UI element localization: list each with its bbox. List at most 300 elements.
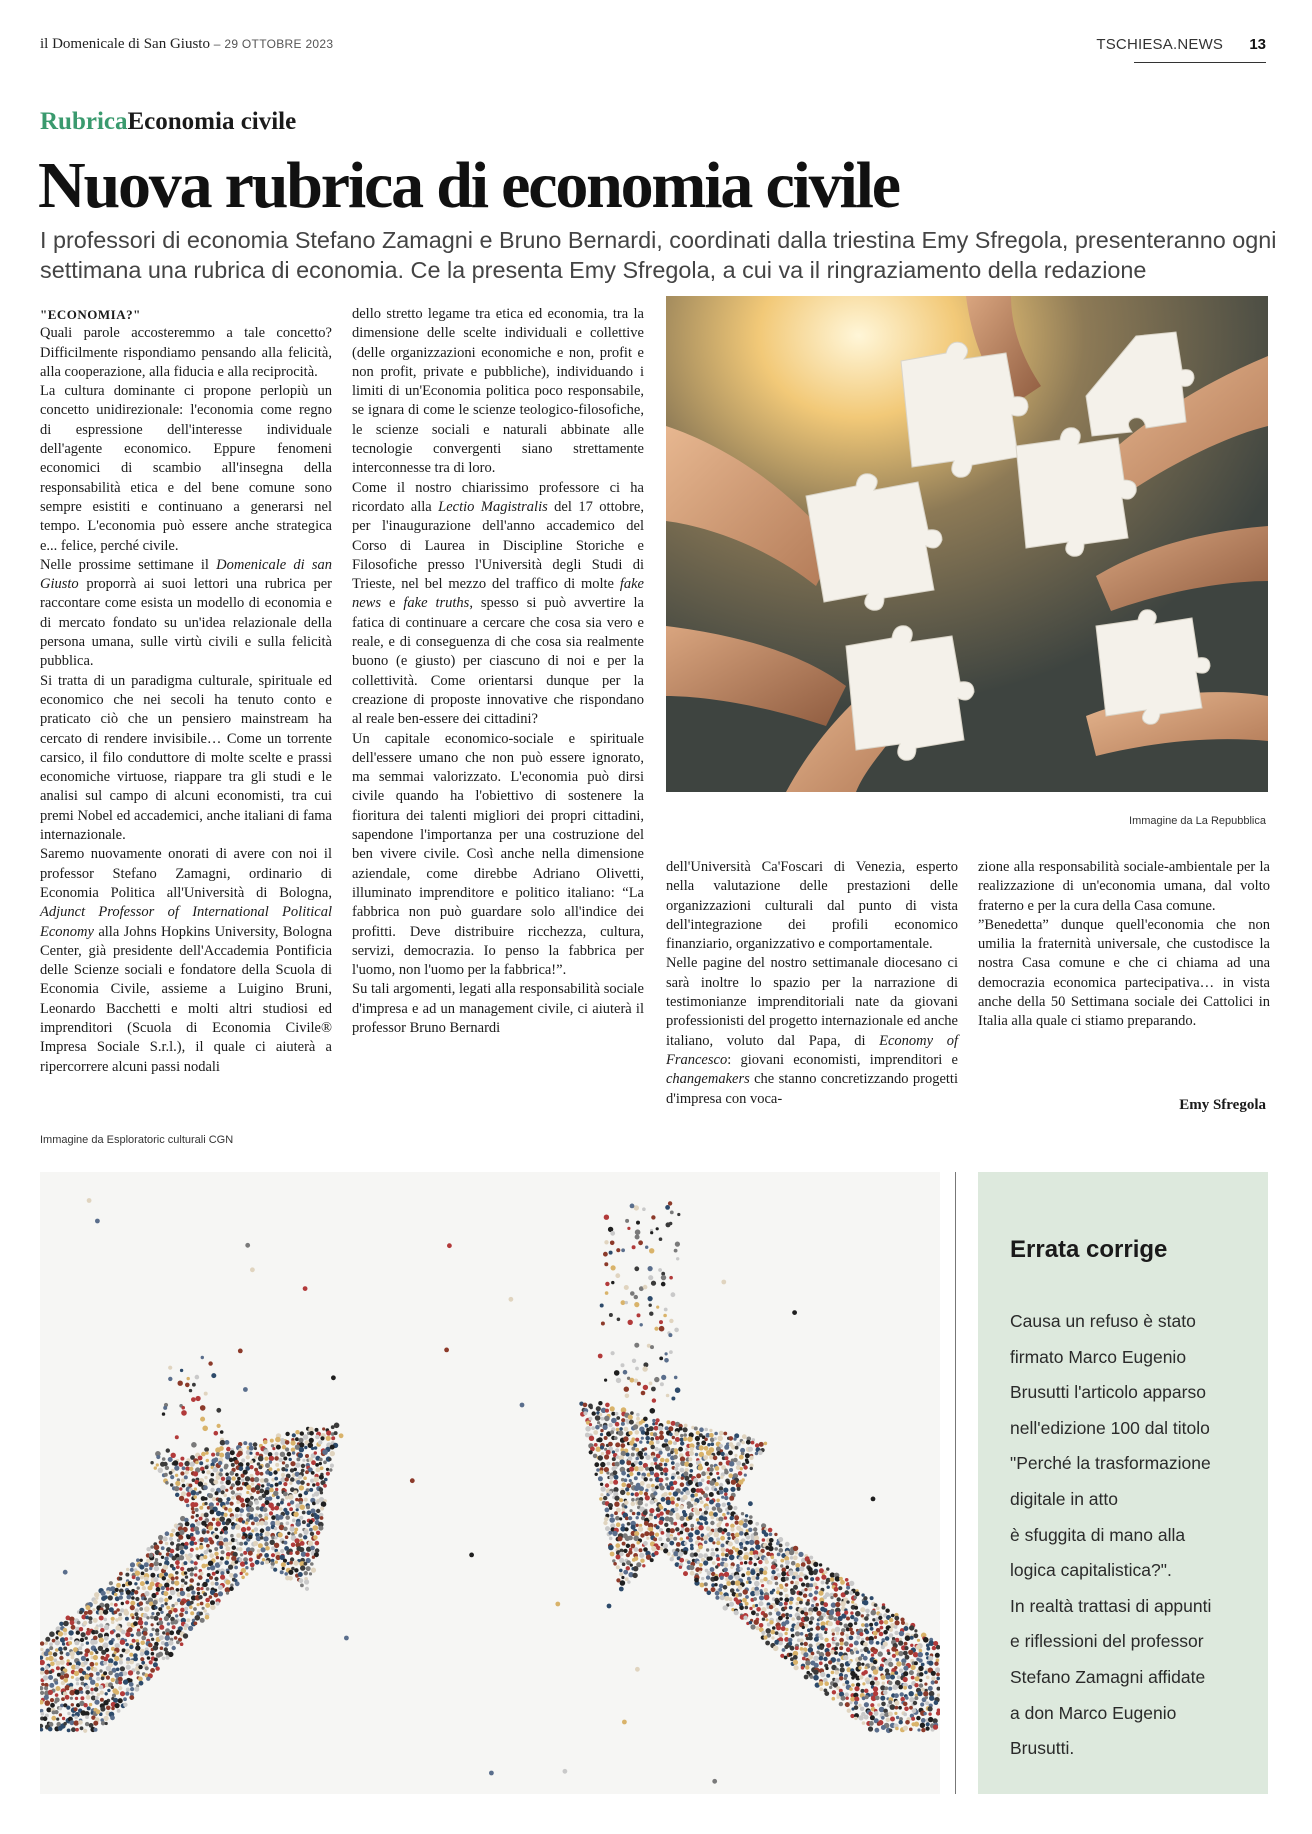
crowd-person (634, 1531, 639, 1536)
crowd-person (184, 1475, 188, 1479)
crowd-person (623, 1549, 627, 1553)
crowd-person (663, 1543, 668, 1548)
crowd-person (136, 1642, 140, 1646)
crowd-person (168, 1457, 173, 1462)
crowd-person (836, 1662, 839, 1665)
crowd-person (170, 1549, 175, 1554)
crowd-person (813, 1562, 818, 1567)
crowd-person (745, 1514, 748, 1517)
paragraph: Quali parole accosteremmo a tale concetto? Difficilmente rispondiamo pensando alla felicità, alla cooperazione, alla fiducia e alla reciprocità. (40, 325, 332, 380)
crowd-person (838, 1586, 842, 1590)
crowd-person (869, 1623, 873, 1627)
crowd-person (755, 1443, 759, 1447)
crowd-person (281, 1473, 285, 1477)
crowd-person (320, 1436, 324, 1440)
crowd-person (880, 1626, 884, 1630)
crowd-person (635, 1367, 639, 1371)
crowd-person (293, 1512, 298, 1517)
crowd-person (614, 1502, 619, 1507)
crowd-person (650, 1471, 654, 1475)
crowd-person (166, 1448, 170, 1452)
crowd-person (311, 1460, 316, 1465)
crowd-person (861, 1689, 865, 1693)
crowd-person (837, 1658, 841, 1662)
crowd-person (634, 1379, 638, 1383)
crowd-person (95, 1597, 98, 1600)
crowd-person (675, 1503, 679, 1507)
crowd-person (769, 1581, 773, 1585)
crowd-person (918, 1652, 923, 1657)
crowd-person (181, 1478, 185, 1482)
crowd-person (115, 1588, 119, 1592)
crowd-person (185, 1470, 189, 1474)
crowd-person (631, 1453, 635, 1457)
crowd-person (932, 1646, 936, 1650)
crowd-person (71, 1703, 74, 1706)
crowd-person (799, 1601, 803, 1605)
crowd-person (49, 1642, 53, 1646)
crowd-person (319, 1458, 323, 1462)
crowd-person (656, 1227, 659, 1230)
crowd-person (694, 1502, 698, 1506)
crowd-person (748, 1520, 753, 1525)
crowd-person (165, 1481, 169, 1485)
crowd-person (204, 1550, 209, 1555)
crowd-person (293, 1468, 297, 1472)
crowd-person (287, 1452, 292, 1457)
crowd-person (90, 1662, 95, 1667)
crowd-person (641, 1391, 646, 1396)
crowd-person (928, 1717, 933, 1722)
crowd-person (749, 1540, 754, 1545)
crowd-person (191, 1590, 195, 1594)
crowd-person (134, 1590, 138, 1594)
crowd-person (184, 1461, 189, 1466)
crowd-person (642, 1366, 647, 1371)
crowd-person (168, 1366, 172, 1370)
crowd-person (148, 1585, 153, 1590)
crowd-person (618, 1430, 624, 1436)
crowd-person (771, 1630, 776, 1635)
crowd-person (589, 1436, 594, 1441)
crowd-person (609, 1517, 615, 1523)
crowd-person (831, 1671, 835, 1675)
crowd-person (185, 1611, 188, 1614)
crowd-person (828, 1615, 833, 1620)
crowd-person (184, 1545, 188, 1549)
crowd-person (728, 1549, 734, 1555)
crowd-person (704, 1582, 708, 1586)
crowd-person (738, 1556, 742, 1560)
crowd-person (728, 1542, 733, 1547)
crowd-person (235, 1480, 241, 1486)
crowd-person (649, 1312, 653, 1316)
crowd-person (631, 1447, 635, 1451)
crowd-person (144, 1621, 148, 1625)
crowd-person (636, 1413, 640, 1417)
crowd-person (839, 1676, 843, 1680)
crowd-person (902, 1662, 906, 1666)
crowd-person (715, 1548, 719, 1552)
crowd-person (49, 1646, 53, 1650)
crowd-person (786, 1565, 790, 1569)
crowd-person (223, 1526, 228, 1531)
crowd-person (319, 1462, 322, 1465)
crowd-person (727, 1481, 731, 1485)
crowd-person (109, 1581, 113, 1585)
crowd-person (255, 1560, 260, 1565)
crowd-person (601, 1452, 604, 1455)
crowd-person (76, 1682, 79, 1685)
crowd-person (669, 1536, 673, 1540)
crowd-person (816, 1611, 821, 1616)
crowd-person (103, 1671, 107, 1675)
crowd-person (736, 1461, 741, 1466)
crowd-person (651, 1387, 656, 1392)
crowd-person (200, 1405, 206, 1411)
crowd-person (303, 1476, 307, 1480)
crowd-person (195, 1508, 199, 1512)
crowd-person (721, 1280, 726, 1285)
crowd-person (642, 1564, 645, 1567)
crowd-person (695, 1510, 700, 1515)
crowd-person (898, 1651, 903, 1656)
crowd-person (724, 1596, 729, 1601)
crowd-person (103, 1661, 107, 1665)
crowd-person (734, 1610, 739, 1615)
crowd-person (85, 1722, 89, 1726)
crowd-person (295, 1521, 301, 1527)
crowd-person (604, 1416, 610, 1422)
crowd-person (226, 1501, 230, 1505)
crowd-person (96, 1709, 101, 1714)
crowd-person (111, 1678, 115, 1682)
crowd-person (632, 1245, 636, 1249)
crowd-person (296, 1457, 300, 1461)
crowd-person (167, 1622, 170, 1625)
crowd-person (199, 1506, 203, 1510)
crowd-person (280, 1549, 284, 1553)
crowd-person (681, 1477, 684, 1480)
crowd-person (294, 1531, 297, 1534)
crowd-person (60, 1675, 65, 1680)
crowd-person (825, 1667, 828, 1670)
crowd-person (690, 1469, 694, 1473)
crowd-person (854, 1717, 857, 1720)
crowd-person (713, 1456, 718, 1461)
crowd-person (644, 1447, 647, 1450)
crowd-person (881, 1725, 886, 1730)
crowd-person (801, 1583, 805, 1587)
crowd-person (260, 1536, 264, 1540)
crowd-person (162, 1631, 165, 1634)
crowd-person (636, 1417, 640, 1421)
crowd-person (677, 1497, 681, 1501)
crowd-person (189, 1578, 194, 1583)
crowd-person (208, 1361, 212, 1365)
crowd-person (841, 1696, 846, 1701)
crowd-person (155, 1666, 159, 1670)
crowd-person (739, 1606, 744, 1611)
crowd-person (700, 1583, 705, 1588)
crowd-person (813, 1670, 818, 1675)
crowd-person (706, 1450, 712, 1456)
crowd-person (858, 1666, 861, 1669)
crowd-person (103, 1609, 108, 1614)
crowd-person (864, 1689, 868, 1693)
crowd-person (621, 1248, 625, 1252)
crowd-person (246, 1455, 250, 1459)
crowd-person (670, 1528, 675, 1533)
crowd-person (146, 1547, 150, 1551)
crowd-person (107, 1689, 110, 1692)
crowd-person (616, 1378, 621, 1383)
crowd-person (309, 1431, 314, 1436)
crowd-person (56, 1666, 60, 1670)
crowd-person (739, 1455, 744, 1460)
crowd-person (671, 1397, 675, 1401)
crowd-person (674, 1376, 678, 1380)
crowd-person (785, 1628, 788, 1631)
crowd-person (854, 1622, 857, 1625)
crowd-person (147, 1656, 151, 1660)
crowd-person (199, 1517, 203, 1521)
crowd-person (231, 1463, 235, 1467)
crowd-person (611, 1351, 615, 1355)
crowd-person (759, 1623, 764, 1628)
crowd-person (614, 1466, 617, 1469)
crowd-person (128, 1581, 132, 1585)
crowd-person (843, 1655, 848, 1660)
crowd-person (195, 1461, 199, 1465)
publication-name: il Domenicale di San Giusto (40, 36, 210, 52)
crowd-person (771, 1565, 776, 1570)
crowd-person (329, 1468, 332, 1471)
crowd-person (669, 1350, 673, 1354)
crowd-person (146, 1601, 150, 1605)
crowd-person (138, 1620, 144, 1626)
crowd-person (744, 1561, 747, 1564)
crowd-person (640, 1455, 644, 1459)
crowd-person (691, 1498, 695, 1502)
crowd-person (132, 1575, 136, 1579)
crowd-person (774, 1576, 778, 1580)
crowd-person (617, 1536, 622, 1541)
crowd-person (776, 1625, 781, 1630)
crowd-person (130, 1562, 135, 1567)
crowd-person (836, 1611, 841, 1616)
crowd-person (744, 1474, 747, 1477)
crowd-person (873, 1691, 878, 1696)
crowd-person (728, 1505, 733, 1510)
crowd-person (714, 1432, 718, 1436)
crowd-person (873, 1660, 877, 1664)
crowd-person (220, 1531, 223, 1534)
crowd-person (290, 1477, 295, 1482)
crowd-person (725, 1453, 729, 1457)
crowd-person (289, 1482, 292, 1485)
crowd-person (63, 1632, 67, 1636)
crowd-person (854, 1606, 858, 1610)
crowd-person (835, 1678, 840, 1683)
crowd-person (255, 1471, 260, 1476)
crowd-person (726, 1581, 731, 1586)
crowd-person (856, 1650, 860, 1654)
crowd-person (840, 1632, 844, 1636)
crowd-person (165, 1531, 170, 1536)
crowd-person (608, 1491, 612, 1495)
crowd-person (677, 1213, 680, 1216)
crowd-person (813, 1607, 818, 1612)
crowd-person (310, 1562, 314, 1566)
crowd-person (741, 1441, 745, 1445)
crowd-person (743, 1465, 747, 1469)
crowd-person (123, 1703, 127, 1707)
crowd-person (809, 1556, 813, 1560)
crowd-person (128, 1627, 133, 1632)
crowd-person (674, 1507, 678, 1511)
crowd-person (144, 1606, 150, 1612)
crowd-person (154, 1658, 158, 1662)
crowd-person (282, 1461, 285, 1464)
crowd-person (118, 1698, 123, 1703)
page-number: 13 (1249, 36, 1266, 53)
crowd-person (330, 1445, 335, 1450)
crowd-person (211, 1373, 216, 1378)
crowd-person (824, 1691, 829, 1696)
crowd-person (793, 1660, 798, 1665)
crowd-person (179, 1496, 184, 1501)
crowd-person (195, 1547, 198, 1550)
crowd-person (72, 1714, 75, 1717)
crowd-person (785, 1560, 790, 1565)
crowd-person (699, 1563, 703, 1567)
crowd-person (923, 1691, 928, 1696)
crowd-person (680, 1516, 685, 1521)
crowd-person (854, 1701, 858, 1705)
crowd-person (237, 1477, 241, 1481)
crowd-person (197, 1592, 200, 1595)
crowd-person (447, 1243, 452, 1248)
crowd-person (75, 1697, 78, 1700)
crowd-person (926, 1722, 930, 1726)
crowd-person (650, 1345, 654, 1349)
crowd-person (769, 1538, 774, 1543)
crowd-person (189, 1585, 194, 1590)
crowd-person (604, 1454, 609, 1459)
crowd-person (300, 1565, 305, 1570)
crowd-person (172, 1625, 176, 1629)
crowd-person (704, 1521, 708, 1525)
crowd-person (299, 1501, 303, 1505)
crowd-person (298, 1572, 303, 1577)
crowd-person (298, 1533, 302, 1537)
crowd-person (225, 1546, 230, 1551)
crowd-person (849, 1591, 853, 1595)
crowd-person (158, 1620, 163, 1625)
crowd-person (779, 1602, 783, 1606)
crowd-person (653, 1457, 658, 1462)
crowd-person (231, 1526, 235, 1530)
crowd-person (300, 1480, 305, 1485)
crowd-person (94, 1687, 99, 1692)
crowd-person (238, 1547, 242, 1551)
crowd-person (218, 1461, 222, 1465)
crowd-person (40, 1667, 44, 1671)
crowd-person (509, 1297, 514, 1302)
crowd-person (326, 1468, 329, 1471)
puzzle-hands-photo (666, 296, 1268, 792)
crowd-person (628, 1516, 632, 1520)
crowd-person (799, 1578, 803, 1582)
crowd-person (594, 1443, 598, 1447)
crowd-person (90, 1688, 94, 1692)
crowd-person (613, 1480, 618, 1485)
crowd-person (179, 1613, 184, 1618)
crowd-person (929, 1696, 934, 1701)
crowd-person (793, 1555, 798, 1560)
crowd-person (40, 1691, 44, 1695)
crowd-person (668, 1333, 672, 1337)
crowd-person (180, 1642, 184, 1646)
crowd-person (616, 1565, 620, 1569)
crowd-person (671, 1476, 675, 1480)
crowd-person (596, 1406, 601, 1411)
crowd-person (215, 1582, 219, 1586)
crowd-person (258, 1514, 262, 1518)
crowd-person (849, 1701, 852, 1704)
crowd-person (717, 1436, 723, 1442)
crowd-person (729, 1496, 734, 1501)
crowd-person (95, 1219, 100, 1224)
crowd-person (845, 1692, 849, 1696)
crowd-person (651, 1546, 656, 1551)
crowd-person (680, 1491, 683, 1494)
crowd-person (785, 1577, 789, 1581)
crowd-person (263, 1507, 268, 1512)
crowd-person (821, 1575, 826, 1580)
crowd-person (748, 1561, 752, 1565)
crowd-person (214, 1431, 219, 1436)
crowd-person (785, 1594, 789, 1598)
crowd-person (269, 1511, 273, 1515)
crowd-person (68, 1641, 72, 1645)
crowd-person (189, 1541, 194, 1546)
crowd-person (624, 1387, 629, 1392)
crowd-person (591, 1426, 595, 1430)
crowd-person (730, 1527, 734, 1531)
crowd-person (621, 1482, 626, 1487)
crowd-person (604, 1240, 608, 1244)
crowd-person (703, 1535, 708, 1540)
crowd-person (660, 1458, 665, 1463)
crowd-person (489, 1771, 494, 1776)
crowd-person (648, 1296, 653, 1301)
errata-line: logica capitalistica?". (1010, 1560, 1172, 1581)
crowd-person (299, 1516, 303, 1520)
crowd-person (212, 1572, 216, 1576)
crowd-person (203, 1592, 207, 1596)
crowd-person (878, 1720, 883, 1725)
crowd-person (753, 1597, 757, 1601)
crowd-person (192, 1511, 196, 1515)
crowd-person (669, 1319, 673, 1323)
crowd-person (607, 1462, 611, 1466)
crowd-person (274, 1456, 279, 1461)
crowd-person (614, 1475, 619, 1480)
crowd-person (281, 1562, 286, 1567)
crowd-person (249, 1442, 253, 1446)
